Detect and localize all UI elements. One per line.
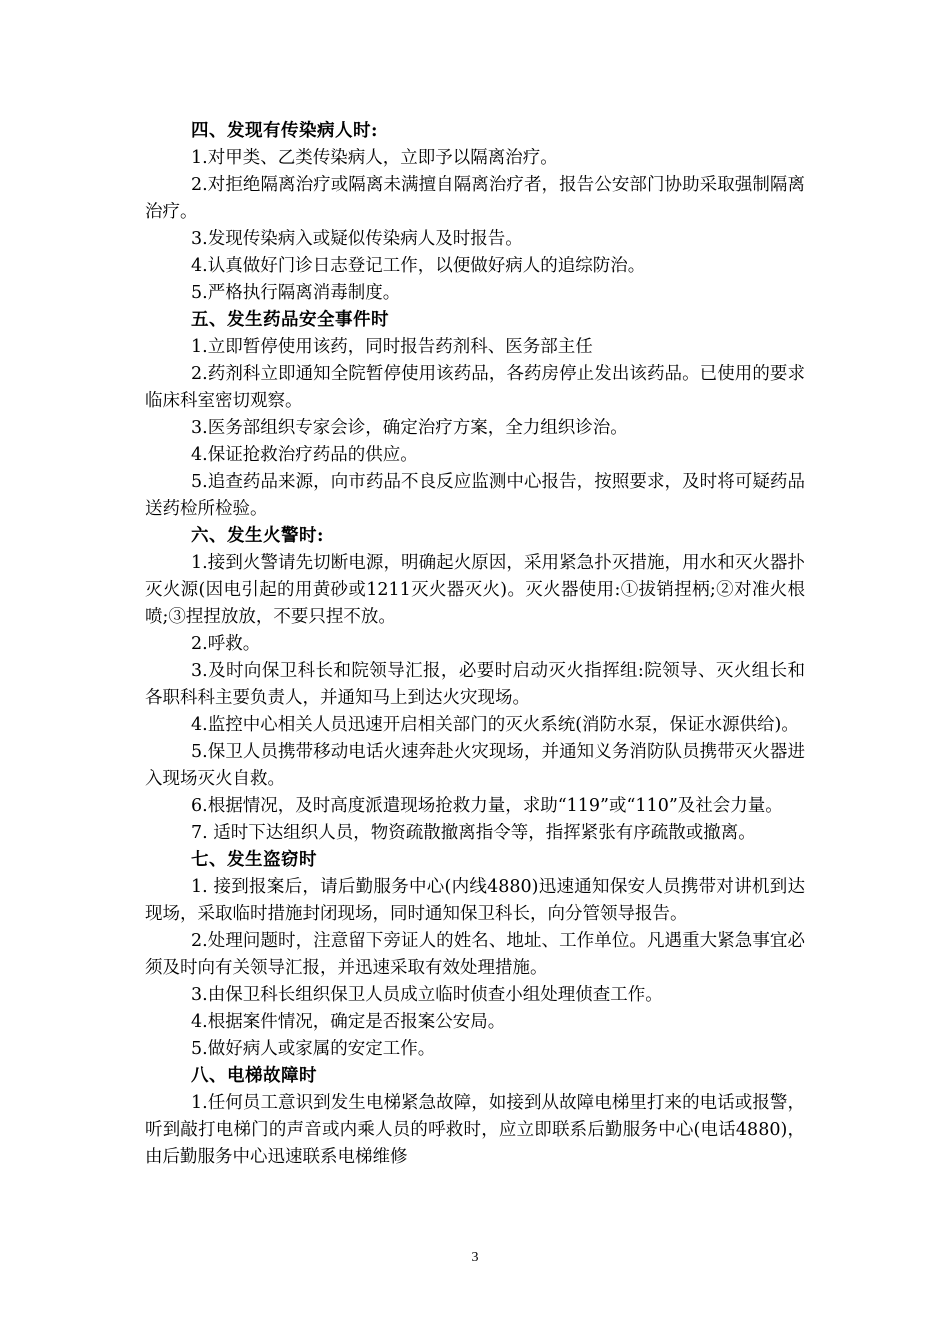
list-item: 3.由保卫科长组织保卫人员成立临时侦查小组处理侦查工作。	[191, 985, 663, 1005]
section-heading: 四、发现有传染病人时:	[191, 121, 378, 141]
list-item: 5.保卫人员携带移动电话火速奔赴火灾现场，并通知义务消防队员携带灭火器进入现场灭火自救。	[145, 742, 805, 789]
list-item: 5.做好病人或家属的安定工作。	[191, 1039, 436, 1059]
section-heading: 七、发生盗窃时	[191, 850, 317, 870]
section-heading: 六、发生火警时:	[191, 526, 324, 546]
section-heading: 五、发生药品安全事件时	[191, 310, 389, 330]
section-heading: 八、电梯故障时	[191, 1066, 317, 1086]
list-item: 1.接到火警请先切断电源，明确起火原因，采用紧急扑灭措施，用水和灭火器扑灭火源(因电引起的用黄砂或1211灭火器灭火)。灭火器使用:①拔销捏柄;②对准火根喷;③捏捏放放，不要只捏不放。	[145, 553, 805, 627]
list-item: 5.追查药品来源，向市药品不良反应监测中心报告，按照要求，及时将可疑药品送药检所检验。	[145, 472, 805, 519]
list-item: 4.认真做好门诊日志登记工作，以便做好病人的追综防治。	[191, 256, 646, 276]
list-item: 2.处理问题时，注意留下旁证人的姓名、地址、工作单位。凡遇重大紧急事宜必须及时向有关领导汇报，并迅速采取有效处理措施。	[145, 931, 805, 978]
list-item: 4.监控中心相关人员迅速开启相关部门的灭火系统(消防水泵，保证水源供给)。	[191, 715, 799, 735]
list-item: 2.呼救。	[191, 634, 261, 654]
list-item: 5.严格执行隔离消毒制度。	[191, 283, 401, 303]
list-item: 2.药剂科立即通知全院暂停使用该药品，各药房停止发出该药品。已使用的要求临床科室密切观察。	[145, 364, 805, 411]
list-item: 3.及时向保卫科长和院领导汇报，必要时启动灭火指挥组:院领导、灭火组长和各职科科主要负责人，并通知马上到达火灾现场。	[145, 661, 805, 708]
list-item: 2.对拒绝隔离治疗或隔离未满擅自隔离治疗者，报告公安部门协助采取强制隔离治疗。	[145, 175, 805, 222]
list-item: 7. 适时下达组织人员，物资疏散撤离指令等，指挥紧张有序疏散或撤离。	[191, 823, 756, 843]
list-item: 3.发现传染病入或疑似传染病人及时报告。	[191, 229, 523, 249]
list-item: 1. 接到报案后，请后勤服务中心(内线4880)迅速通知保安人员携带对讲机到达现场，采取临时措施封闭现场，同时通知保卫科长，向分管领导报告。	[145, 877, 805, 924]
page-number: 3	[471, 1250, 479, 1265]
list-item: 1.立即暂停使用该药，同时报告药剂科、医务部主任	[191, 337, 593, 357]
list-item: 3.医务部组织专家会诊，确定治疗方案，全力组织诊治。	[191, 418, 628, 438]
list-item: 6.根据情况，及时高度派遣现场抢救力量，求助“119”或“110”及社会力量。	[191, 796, 783, 816]
list-item: 1.任何员工意识到发生电梯紧急故障，如接到从故障电梯里打来的电话或报警，听到敲打电梯门的声音或内乘人员的呼救时，应立即联系后勤服务中心(电话4880)，由后勤服务中心迅速联系电梯维修	[145, 1093, 805, 1167]
list-item: 4.根据案件情况，确定是否报案公安局。	[191, 1012, 506, 1032]
list-item: 4.保证抢救治疗药品的供应。	[191, 445, 418, 465]
document-body	[145, 118, 805, 1171]
list-item: 1.对甲类、乙类传染病人，立即予以隔离治疗。	[191, 148, 558, 168]
